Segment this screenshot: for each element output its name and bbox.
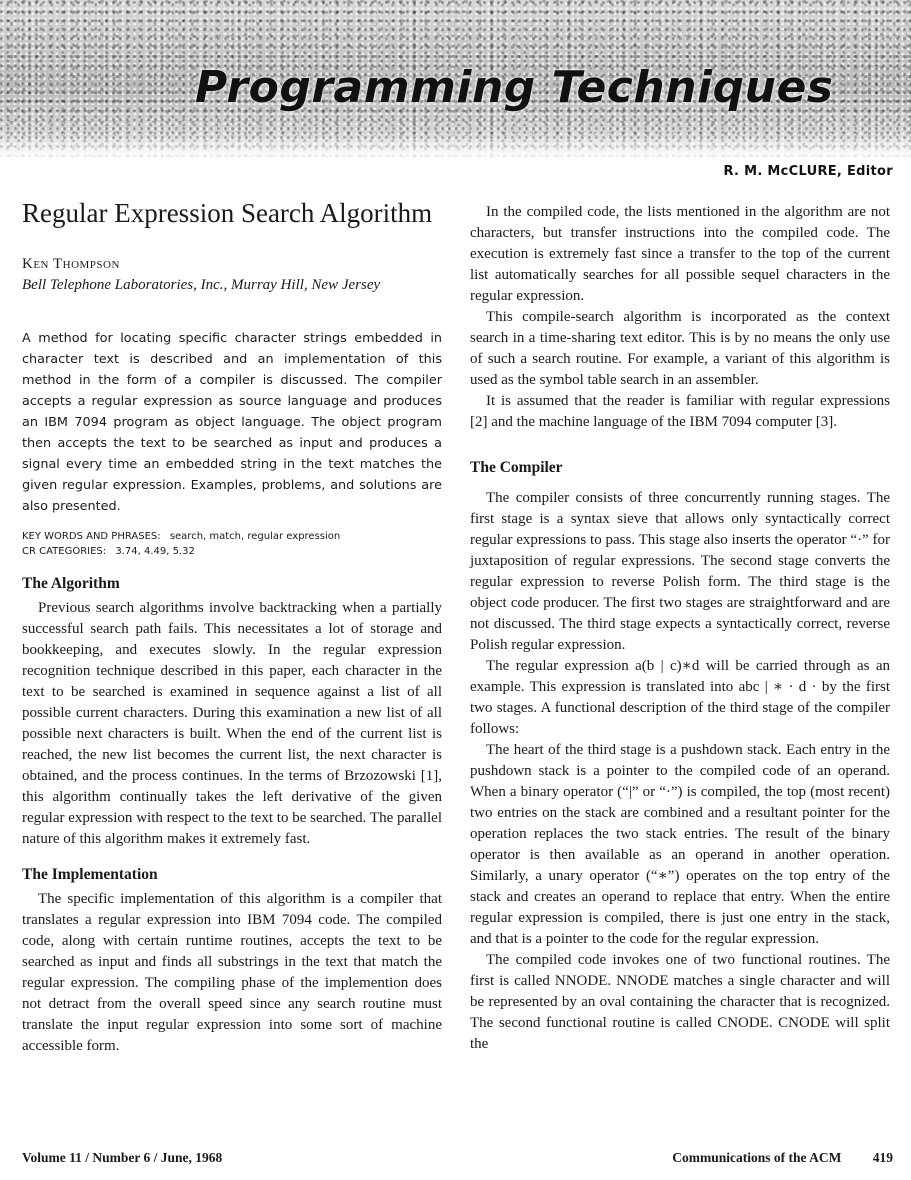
banner-fade — [0, 134, 911, 160]
compiler-paragraph-1: The compiler consists of three concurrently running stages. The first stage is a syntax sieve that allows only syntactically correct regular expressions to pass. This stage also inserts the operator “·” for juxtaposition of regular expressions. The second stage converts the regular expression to reverse Polish form. The third stage is the object code producer. The first two stages are straightforward and are not discussed. The third stage expects a syntactically correct, reverse Polish regular expression. — [470, 490, 890, 653]
implementation-paragraph-3: This compile-search algorithm is incorporated as the context search in a time-sharing text editor. This is by no means the only use of such a search routine. For example, a variant of this algorithm is used as the symbol table search in an assembler. — [470, 309, 890, 388]
footer-journal-page — [672, 1150, 893, 1166]
author-affiliation: Bell Telephone Laboratories, Inc., Murray Hill, New Jersey — [22, 277, 381, 293]
categories-label: CR CATEGORIES: — [22, 546, 107, 557]
implementation-paragraph-1: The specific implementation of this algorithm is a compiler that translates a regular expression into IBM 7094 code. The compiled code, along with certain runtime routines, accepts the text to be searched as input and finds all substrings in the text that match the regular expression. The compiling phase of the implemention does not detract from the overall speed since any search routine must translate the input regular expression into some sort of machine accessible form. — [22, 891, 442, 1054]
footer-volume: Volume 11 / Number 6 / June, 1968 — [22, 1150, 223, 1165]
algorithm-paragraph: Previous search algorithms involve backtracking when a partially successful search path fails. This necessitates a lot of storage and bookkeeping, and executes slowly. In the regular expression recognition technique described in this paper, each character in the text to be searched is examined in sequence against a list of all possible current characters. During this examination a new list of all possible next characters is built. When the end of the current list is reached, the new list becomes the current list, the next character is obtained, and the process continues. In the terms of Brzozowski [1], this algorithm continually takes the left derivative of the given regular expression with respect to the text to be searched. The parallel nature of this algorithm makes it extremely fast. — [22, 600, 442, 847]
left-column — [22, 196, 442, 1057]
implementation-paragraph-4: It is assumed that the reader is familiar with regular expressions [2] and the machine language of the IBM 7094 computer [3]. — [470, 393, 890, 430]
article-title: Regular Expression Search Algorithm — [22, 198, 433, 228]
compiler-paragraph-2: The regular expression a(b | c)∗d will be carried through as an example. This expression is translated into abc | ∗ · d · by the first two stages. A functional description of the third stage of the compiler follows: — [470, 658, 890, 737]
categories-value: 3.74, 4.49, 5.32 — [115, 546, 195, 557]
implementation-paragraph-2: In the compiled code, the lists mentioned in the algorithm are not characters, but transfer instructions into the compiled code. The execution is extremely fast since a transfer to the top of the current list automatically searches for all possible sequel characters in the regular expression. — [470, 204, 890, 304]
editor-credit: R. M. McCLURE, Editor — [723, 164, 893, 179]
page-number: 419 — [872, 1150, 893, 1165]
heading-implementation: The Implementation — [22, 866, 158, 883]
section-banner — [0, 0, 911, 160]
compiler-paragraph-4: The compiled code invokes one of two functional routines. The first is called NNODE. NNODE matches a single character and will be represented by an oval containing the character that is recognized. The second functional routine is called CNODE. CNODE will split the — [470, 952, 890, 1052]
footer-journal: Communications of the ACM — [672, 1150, 842, 1165]
compiler-paragraph-3: The heart of the third stage is a pushdown stack. Each entry in the pushdown stack is a pointer to the compiled code of an operand. When a binary operator (“|” or “·”) is compiled, the top (most recent) two entries on the stack are combined and a resultant pointer for the operation replaces the two stack entries. The result of the binary operator is then available as an operand in another operation. Similarly, a unary operator (“∗”) operates on the top entry of the stack and creates an operand to replace that entry. When the entire regular expression is compiled, there is just one entry in the stack, and that is a pointer to the code for the regular expression. — [470, 742, 890, 947]
categories-line — [22, 544, 442, 559]
section-title: Programming Techniques — [195, 62, 834, 113]
heading-compiler: The Compiler — [470, 459, 563, 476]
keywords-label: KEY WORDS AND PHRASES: — [22, 531, 161, 542]
keywords-value: search, match, regular expression — [169, 531, 341, 542]
heading-algorithm: The Algorithm — [22, 575, 120, 592]
abstract: A method for locating specific character strings embedded in character text is described and an implementation of this method in the form of a compiler is discussed. The compiler accepts a regular expression as source language and produces an IBM 7094 program as object language. The object program then accepts the text to be searched as input and produces a signal every time an embedded string in the text matches the given regular expression. Examples, problems, and solutions are also presented. — [22, 331, 442, 514]
right-column — [470, 202, 890, 1055]
author-name: Ken Thompson — [22, 256, 120, 272]
keywords-line — [22, 529, 442, 544]
